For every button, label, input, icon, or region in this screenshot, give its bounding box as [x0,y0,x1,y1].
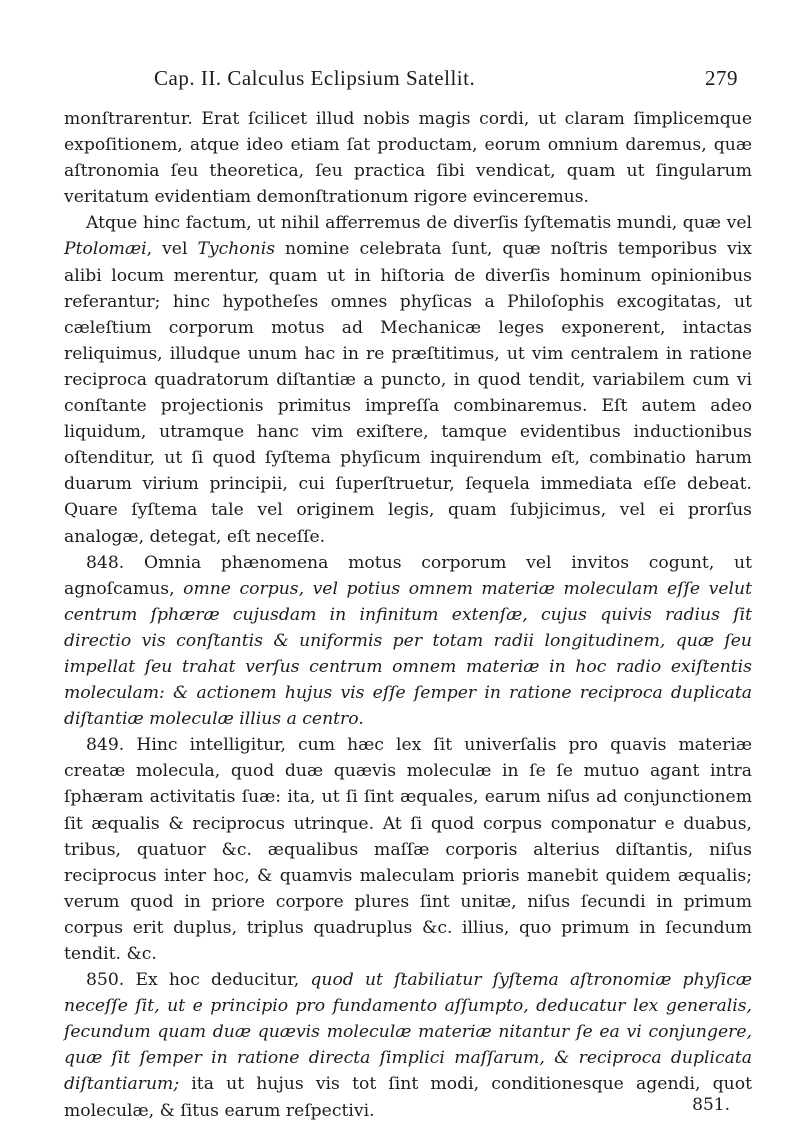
text-run: 849. Hinc intelligitur, cum hæc lex ſit univerſalis pro quavis materiæ creatæ molecula, quod duæ quævis moleculæ in ſe ſe mutuo agant intra ſphæram activitatis ſuæ: ita, ut ſi ſint æquales, earum niſus ad conjunctionem ſit æqualis & reciprocus utrinque. At ſi quod corpus componatur e duabus, tribus, quatuor &c. æqualibus maſſæ corporis alterius diſtantis, niſus reciprocus inter hoc, & quamvis maleculam prioris manebit quidem æqualis; verum quod in priore corpore plures ſint unitæ, niſus ſecundi in primum corpus erit duplus, triplus quadruplus &c. illius, quo primum in ſecundum tendit. &c. [64,735,752,964]
body-text [64,106,752,1124]
text-run: , vel [146,239,198,260]
text-run: Atque hinc factum, ut nihil afferremus de diverſis ſyſtematis mundi, quæ vel [86,213,752,234]
paragraph-850 [64,967,752,1124]
italic-run: Ptolomæi [64,239,147,260]
paragraph-848 [64,550,752,733]
paragraph-systems [64,210,752,549]
paragraph-849 [64,732,752,967]
text-run: ita ut hujus vis tot ſint modi, conditionesque agendi, quot moleculæ, & ſitus earum reſpectivi. [64,1074,752,1121]
italic-run: Tychonis [197,239,276,260]
paragraph-continued [64,106,752,210]
text-run: 850. Ex hoc deducitur, [86,970,311,991]
running-head [64,66,752,100]
page-number: 279 [705,66,738,90]
running-title: Cap. II. Calculus Eclipsium Satellit. [154,66,476,90]
text-run: monſtrarentur. Erat ſcilicet illud nobis magis cordi, ut claram ſimplicemque expoſitionem, atque ideo etiam ſat productam, eorum omnium daremus, quæ aſtronomia ſeu theoretica, ſeu practica ſibi vendicat, quam ut ſingularum veritatum evidentiam demonſtrationum rigore evinceremus. [64,109,752,208]
italic-run: quod ut ſtabiliatur ſyſtema aſtronomiæ phyſicæ neceſſe ſit, ut e principio pro fundamento aſſumpto, deducatur lex generalis, ſecundum quam duæ quævis moleculæ materiæ nitantur ſe ea vi conjungere, quæ ſit ſemper in ratione directa ſimplici maſſarum, & reciproca duplicata diſtantiarum; [64,970,752,1095]
text-run: 848. Omnia phænomena motus corporum vel invitos cogunt, ut agnoſcamus, [64,552,752,599]
italic-run: omne corpus, vel potius omnem materiæ moleculam eſſe velut centrum ſphæræ cujusdam in infinitum extenſæ, cujus quivis radius ſit directio vis conſtantis & uniformis per totam radii longitudinem, quæ ſeu impellat ſeu trahat verſus centrum omnem materiæ in hoc radio exiſtentis moleculam: & actionem hujus vis eſſe ſemper in ratione reciproca duplicata diſtantiæ moleculæ illius a centro. [64,578,753,730]
text-run: nomine celebrata ſunt, quæ noſtris temporibus vix alibi locum merentur, quam ut in hiſtoria de diverſis hominum opinionibus referantur; hinc hypotheſes omnes phyſicas a Philoſophis excogitatas, ut cæleſtium corporum motus ad Mechanicæ leges exponerent, intactas reliquimus, illudque unum hac in re præſtitimus, ut vim centralem in ratione reciproca quadratorum diſtantiæ a puncto, in quod tendit, variabilem cum vi conſtante projectionis primitus impreſſa combinaremus. Eſt autem adeo liquidum, utramque hanc vim exiſtere, tamque evidentibus inductionibus oſtenditur, ut ſi quod ſyſtema phyſicum inquirendum eſt, combinatio harum duarum virium principii, cui ſuperſtruetur, ſequela immediata eſſe debeat. Quare ſyſtema tale vel originem legis, quam ſubjicimus, vel ei prorſus analogæ, detegat, eſt neceſſe. [64,239,752,547]
catchword: 851. [692,1095,730,1115]
